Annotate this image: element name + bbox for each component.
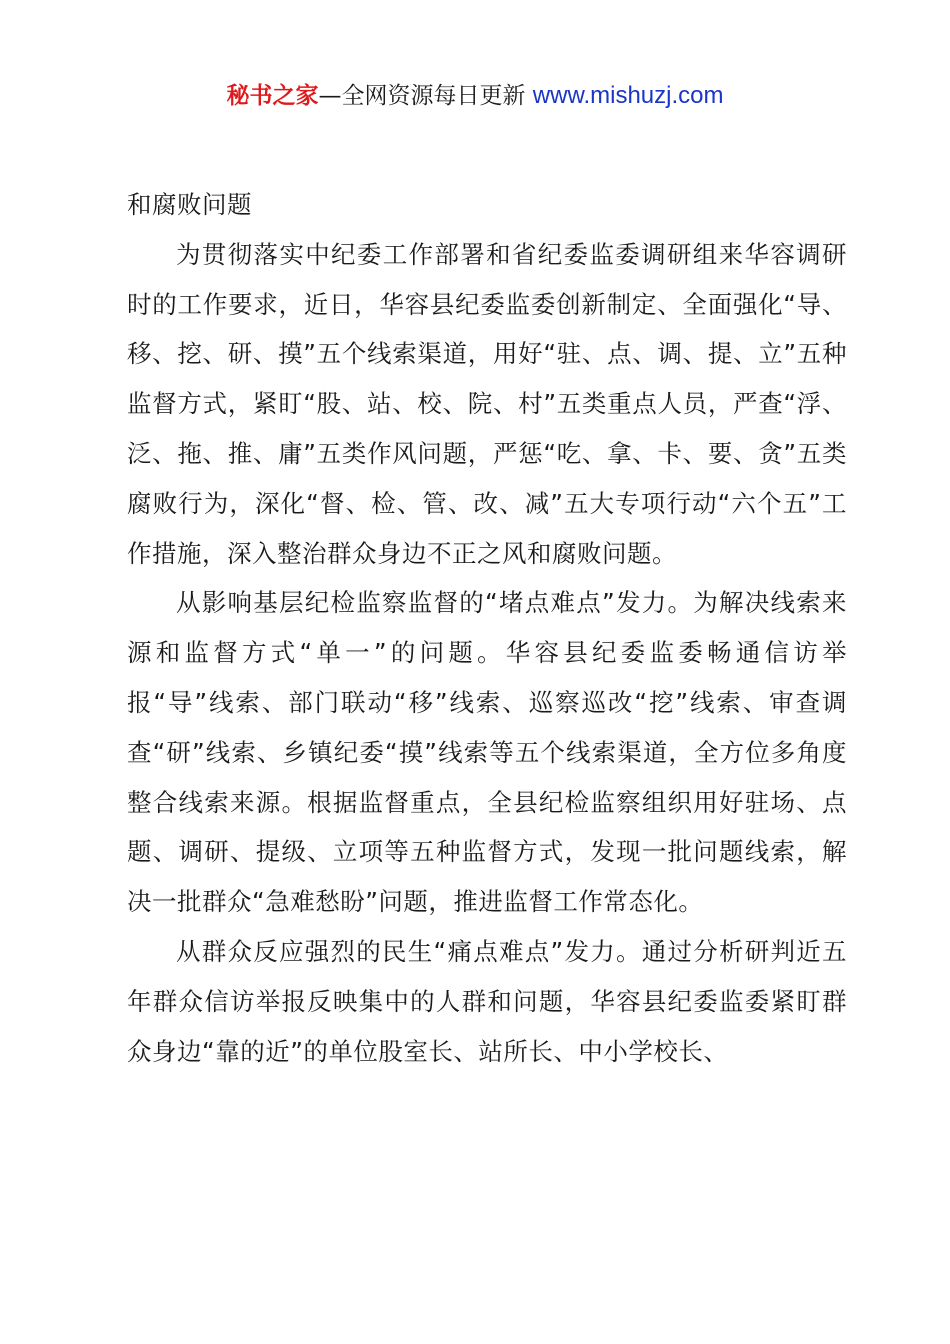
- site-tagline: —全网资源每日更新: [318, 83, 533, 109]
- site-brand: 秘书之家: [226, 83, 319, 109]
- paragraph-intro: 为贯彻落实中纪委工作部署和省纪委监委调研组来华容调研时的工作要求，近日，华容县纪委监委创新制定、全面强化“导、移、挖、研、摸”五个线索渠道，用好“驻、点、调、提、立”五种监督方式，紧盯“股、站、校、院、村”五类重点人员，严查“浮、泛、拖、推、庸”五类作风问题，严惩“吃、拿、卡、要、贪”五类腐败行为，深化“督、检、管、改、减”五大专项行动“六个五”工作措施，深入整治群众身边不正之风和腐败问题。: [127, 239, 847, 568]
- site-header: [0, 80, 950, 112]
- paragraph-continuation: 和腐败问题: [127, 190, 252, 219]
- paragraph-pain-points: 从群众反应强烈的民生“痛点难点”发力。通过分析研判近五年群众信访举报反映集中的人群和问题，华容县纪委监委紧盯群众身边“靠的近”的单位股室长、站所长、中小学校长、: [127, 936, 847, 1066]
- site-url-link[interactable]: www.mishuzj.com: [532, 82, 724, 109]
- paragraph-blockages: 从影响基层纪检监察监督的“堵点难点”发力。为解决线索来源和监督方式“单一”的问题。华容县纪委监委畅通信访举报“导”线索、部门联动“移”线索、巡察巡改“挖”线索、审查调查“研”线索、乡镇纪委“摸”线索等五个线索渠道，全方位多角度整合线索来源。根据监督重点，全县纪检监察组织用好驻场、点题、调研、提级、立项等五种监督方式，发现一批问题线索，解决一批群众“急难愁盼”问题，推进监督工作常态化。: [127, 588, 847, 917]
- document-body: [127, 180, 847, 1076]
